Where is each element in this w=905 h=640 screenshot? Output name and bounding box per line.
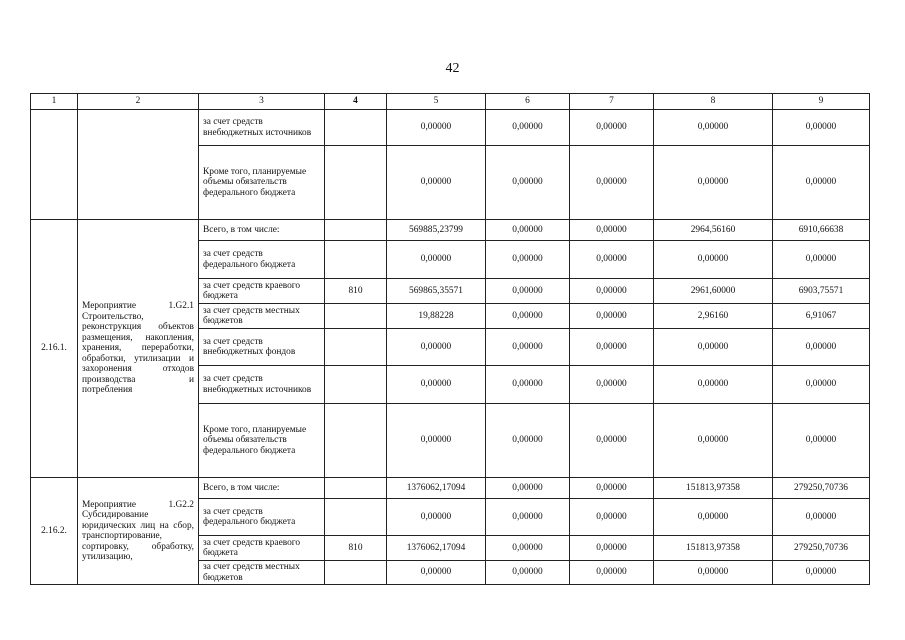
value-cell: 0,00000 — [570, 329, 654, 366]
code-cell — [325, 304, 387, 329]
value-cell: 0,00000 — [570, 536, 654, 561]
code-cell — [325, 404, 387, 478]
code-cell — [325, 329, 387, 366]
value-cell: 2,96160 — [654, 304, 773, 329]
value-cell: 0,00000 — [570, 220, 654, 241]
code-cell — [325, 146, 387, 220]
value-cell: 0,00000 — [773, 241, 870, 279]
table-header-row — [31, 94, 870, 110]
value-cell: 0,00000 — [570, 499, 654, 536]
value-cell: 0,00000 — [486, 329, 570, 366]
value-cell: 0,00000 — [654, 499, 773, 536]
source-cell: за счет средств федерального бюджета — [199, 241, 325, 279]
value-cell: 0,00000 — [773, 146, 870, 220]
value-cell: 0,00000 — [773, 499, 870, 536]
value-cell: 0,00000 — [570, 404, 654, 478]
value-cell: 0,00000 — [486, 366, 570, 404]
value-cell: 0,00000 — [654, 366, 773, 404]
source-cell: Всего, в том числе: — [199, 220, 325, 241]
measure-number: 2.16.1. — [31, 220, 78, 478]
value-cell: 2964,56160 — [654, 220, 773, 241]
value-cell: 0,00000 — [486, 304, 570, 329]
source-cell: за счет средств местных бюджетов — [199, 304, 325, 329]
code-cell: 810 — [325, 279, 387, 304]
value-cell: 279250,70736 — [773, 536, 870, 561]
value-cell: 0,00000 — [486, 499, 570, 536]
value-cell: 0,00000 — [570, 561, 654, 585]
source-cell: за счет средств внебюджетных источников — [199, 110, 325, 146]
header-cell: 7 — [570, 94, 654, 110]
header-cell: 6 — [486, 94, 570, 110]
value-cell: 0,00000 — [654, 110, 773, 146]
code-cell — [325, 220, 387, 241]
source-cell: Всего, в том числе: — [199, 478, 325, 499]
measure-number: 2.16.2. — [31, 478, 78, 585]
source-cell: за счет средств краевого бюджета — [199, 279, 325, 304]
value-cell: 0,00000 — [387, 146, 486, 220]
code-cell — [325, 478, 387, 499]
value-cell: 0,00000 — [654, 561, 773, 585]
value-cell: 0,00000 — [387, 499, 486, 536]
value-cell: 6903,75571 — [773, 279, 870, 304]
table-row — [31, 220, 870, 241]
header-cell: 4 — [325, 94, 387, 110]
value-cell: 1376062,17094 — [387, 536, 486, 561]
source-cell: за счет средств внебюджетных источников — [199, 366, 325, 404]
value-cell: 0,00000 — [773, 404, 870, 478]
table-row — [31, 110, 870, 146]
source-cell: Кроме того, планируемые объемы обязательств федерального бюджета — [199, 146, 325, 220]
value-cell: 569865,35571 — [387, 279, 486, 304]
value-cell: 0,00000 — [570, 478, 654, 499]
value-cell: 0,00000 — [486, 241, 570, 279]
value-cell: 0,00000 — [570, 241, 654, 279]
header-cell: 2 — [78, 94, 199, 110]
code-cell: 810 — [325, 536, 387, 561]
value-cell: 0,00000 — [387, 329, 486, 366]
value-cell: 0,00000 — [773, 366, 870, 404]
code-cell — [325, 241, 387, 279]
value-cell: 0,00000 — [486, 561, 570, 585]
code-cell — [325, 366, 387, 404]
value-cell: 2961,60000 — [654, 279, 773, 304]
value-cell: 0,00000 — [654, 146, 773, 220]
value-cell: 0,00000 — [486, 478, 570, 499]
source-cell: за счет средств местных бюджетов — [199, 561, 325, 585]
page-number: 42 — [445, 61, 460, 76]
code-cell — [325, 110, 387, 146]
code-cell — [325, 561, 387, 585]
value-cell: 0,00000 — [570, 304, 654, 329]
value-cell: 0,00000 — [486, 220, 570, 241]
value-cell: 0,00000 — [387, 404, 486, 478]
value-cell: 0,00000 — [570, 279, 654, 304]
value-cell: 0,00000 — [654, 329, 773, 366]
header-cell: 1 — [31, 94, 78, 110]
header-cell: 8 — [654, 94, 773, 110]
value-cell: 19,88228 — [387, 304, 486, 329]
measure-description: Мероприятие 1.G2.2 Субсидирование юридических лиц на сбор, транспортирование, сортировку, обработку, утилизацию, — [78, 478, 199, 585]
table-row — [31, 478, 870, 499]
value-cell: 0,00000 — [773, 561, 870, 585]
source-cell: за счет средств краевого бюджета — [199, 536, 325, 561]
value-cell: 0,00000 — [654, 241, 773, 279]
header-cell: 5 — [387, 94, 486, 110]
number-cell — [31, 110, 78, 220]
source-cell: за счет средств федерального бюджета — [199, 499, 325, 536]
value-cell: 0,00000 — [570, 110, 654, 146]
budget-table — [30, 93, 870, 585]
description-cell — [78, 110, 199, 220]
value-cell: 0,00000 — [486, 279, 570, 304]
code-cell — [325, 499, 387, 536]
value-cell: 0,00000 — [486, 536, 570, 561]
value-cell: 0,00000 — [486, 110, 570, 146]
value-cell: 0,00000 — [387, 366, 486, 404]
header-cell: 3 — [199, 94, 325, 110]
value-cell: 0,00000 — [387, 241, 486, 279]
value-cell: 6910,66638 — [773, 220, 870, 241]
value-cell: 0,00000 — [387, 110, 486, 146]
value-cell: 0,00000 — [773, 329, 870, 366]
value-cell: 0,00000 — [387, 561, 486, 585]
source-cell: за счет средств внебюджетных фондов — [199, 329, 325, 366]
header-cell: 9 — [773, 94, 870, 110]
value-cell: 569885,23799 — [387, 220, 486, 241]
value-cell: 6,91067 — [773, 304, 870, 329]
measure-description: Мероприятие 1.G2.1 Строительство, реконструкция объектов размещения, накопления, хранения, переработки, обработки, утилизации и захоронения отходов производства и потребления — [78, 220, 199, 478]
value-cell: 151813,97358 — [654, 478, 773, 499]
value-cell: 279250,70736 — [773, 478, 870, 499]
source-cell: Кроме того, планируемые объемы обязательств федерального бюджета — [199, 404, 325, 478]
value-cell: 0,00000 — [486, 146, 570, 220]
value-cell: 0,00000 — [570, 366, 654, 404]
value-cell: 0,00000 — [773, 110, 870, 146]
value-cell: 0,00000 — [654, 404, 773, 478]
value-cell: 151813,97358 — [654, 536, 773, 561]
value-cell: 0,00000 — [570, 146, 654, 220]
value-cell: 1376062,17094 — [387, 478, 486, 499]
value-cell: 0,00000 — [486, 404, 570, 478]
